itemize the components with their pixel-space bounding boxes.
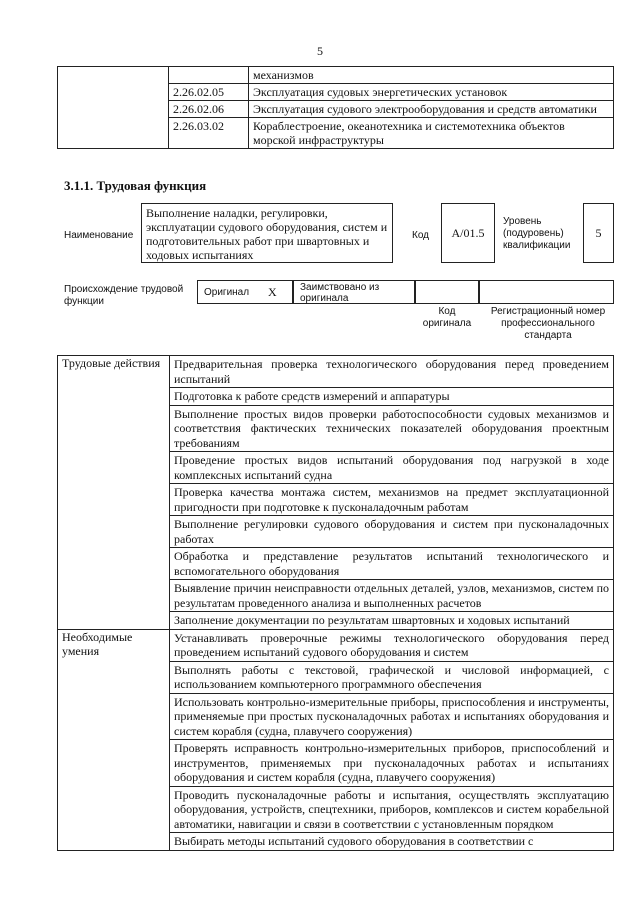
specialty-name: Эксплуатация судовых энергетических установок: [249, 84, 614, 101]
section-item: Заполнение документации по результатам швартовных и ходовых испытаний: [170, 612, 614, 630]
origin-code-box: [415, 280, 479, 304]
original-box: [197, 280, 293, 304]
table-row: [58, 356, 614, 388]
specialty-code: 2.26.02.05: [169, 84, 249, 101]
reg-number-box: [479, 280, 614, 304]
section-item: Обработка и представление результатов испытаний технологического и вспомогательного оборудования: [170, 548, 614, 580]
section-item: Выбирать методы испытаний судового оборудования в соответствии с: [170, 833, 614, 851]
section-title: 3.1.1. Трудовая функция: [64, 178, 207, 193]
section-item: Проверять исправность контрольно-измерительных приборов, приспособлений и инструментов, применяемых при пусконаладочных работах и испытаниях оборудования и систем корабля (судна, плавучего сооружения): [170, 740, 614, 787]
section-item: Выявление причин неисправности отдельных деталей, узлов, механизмов, систем по результатам проведенного анализа и выполненных расчетов: [170, 580, 614, 612]
section-item: Выполнение регулировки судового оборудования и систем при пусконаладочных работах: [170, 516, 614, 548]
original-mark: X: [268, 285, 277, 299]
empty-cell: [58, 67, 169, 149]
borrowed-label: Заимствовано из оригинала: [300, 282, 380, 304]
labor-function-table: [57, 355, 614, 851]
table-row: [58, 629, 614, 661]
page-number: 5: [317, 44, 323, 58]
section-item: Предварительная проверка технологического оборудования перед проведением испытаний: [170, 356, 614, 388]
section-category: Трудовые действия: [58, 356, 170, 630]
reg-caption: Регистрационный номер профессионального стандарта: [490, 306, 606, 341]
function-name: Выполнение наладки, регулировки, эксплуатации судового оборудования, систем и подготовительных работ при швартовных и ходовых испытаниях: [146, 206, 388, 262]
function-name-box: [141, 203, 393, 263]
specialty-code: 2.26.02.06: [169, 101, 249, 118]
section-category: Необходимые умения: [58, 629, 170, 850]
section-item: Проверка качества монтажа систем, механизмов на предмет эксплуатационной пригодности при подготовке к пусконаладочным работам: [170, 484, 614, 516]
code-value: A/01.5: [451, 226, 485, 240]
section-item: Выполнять работы с текстовой, графической и числовой информацией, с использованием компьютерного программного обеспечения: [170, 661, 614, 693]
specialty-name: Кораблестроение, океанотехника и системотехника объектов морской инфраструктуры: [249, 118, 614, 149]
level-box: [583, 203, 614, 263]
code-box: [441, 203, 495, 263]
table-row: [58, 67, 614, 84]
section-item: Подготовка к работе средств измерений и аппаратуры: [170, 388, 614, 406]
section-item: Проводить пусконаладочные работы и испытания, осуществлять эксплуатацию оборудования, устройств, спецтехники, приборов, комплексов и систем корабельной автоматики, навигации и связи в соответствии с установленным порядком: [170, 786, 614, 833]
section-item: Устанавливать проверочные режимы технологического оборудования перед проведением испытаний судового оборудования и систем: [170, 629, 614, 661]
code-label: Код: [412, 230, 430, 241]
code-caption: Код оригинала: [422, 306, 472, 329]
specialty-name: механизмов: [249, 67, 614, 84]
original-label: Оригинал: [204, 287, 250, 298]
specialties-table: [57, 66, 614, 149]
name-label: Наименование: [64, 230, 134, 241]
origin-label: Происхождение трудовой функции: [64, 284, 184, 307]
level-label: Уровень (подуровень) квалификации: [503, 216, 571, 251]
borrowed-box: [293, 280, 415, 304]
section-item: Использовать контрольно-измерительные приборы, приспособления и инструменты, применяемые при простых пусконаладочных работах и испытаниях оборудования и систем корабля (судна, плавучего сооружения): [170, 693, 614, 740]
specialty-code: 2.26.03.02: [169, 118, 249, 149]
section-item: Проведение простых видов испытаний оборудования под нагрузкой в ходе комплексных испытаний судна: [170, 452, 614, 484]
level-value: 5: [595, 226, 602, 240]
specialty-code: [169, 67, 249, 84]
section-item: Выполнение простых видов проверки работоспособности судовых механизмов и соответствия фактических технических показателей оборудования проектным требованиям: [170, 405, 614, 452]
specialty-name: Эксплуатация судового электрооборудования и средств автоматики: [249, 101, 614, 118]
